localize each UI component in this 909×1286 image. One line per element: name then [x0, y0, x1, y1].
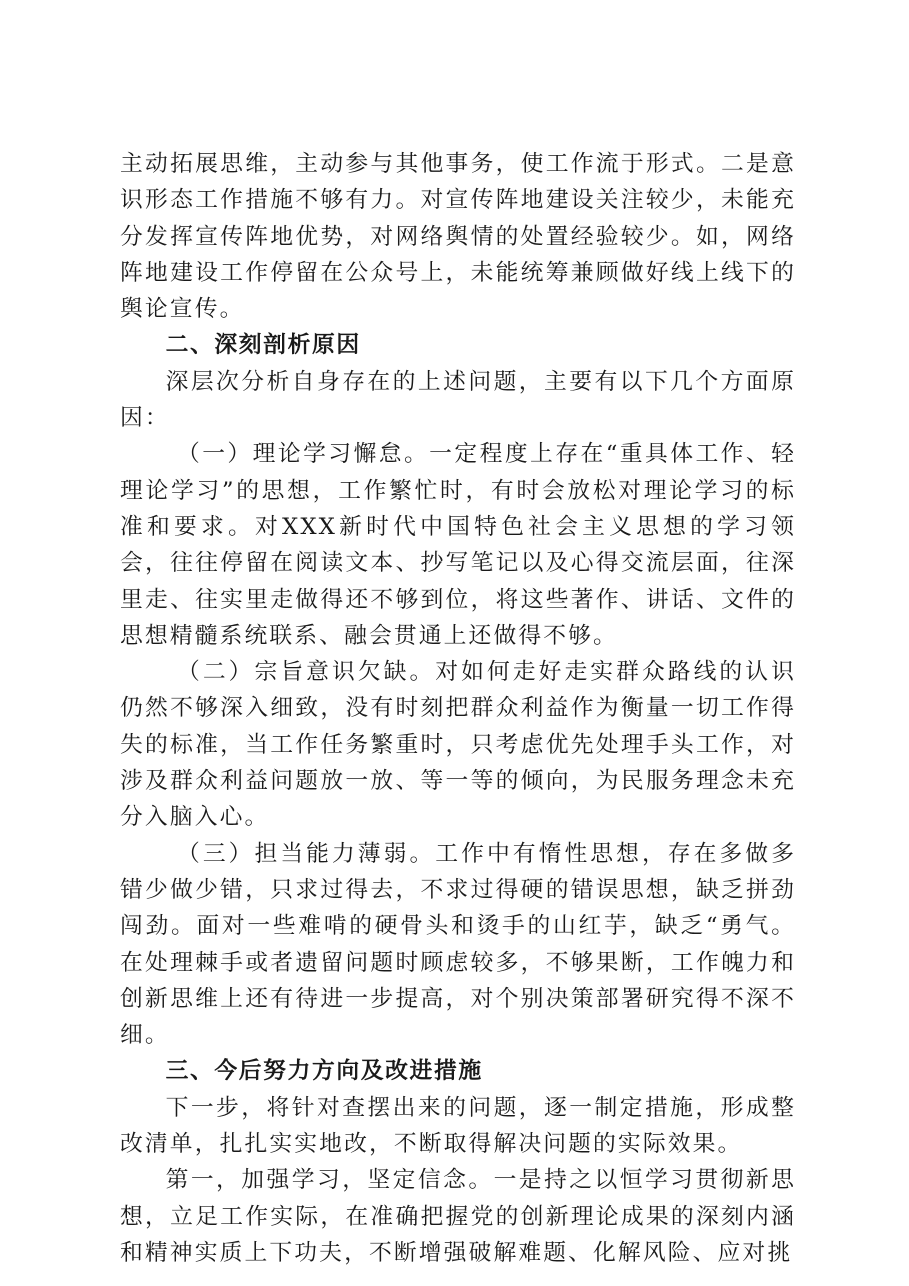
paragraph-continuation: 主动拓展思维，主动参与其他事务，使工作流于形式。二是意识形态工作措施不够有力。对宣传阵地建设关注较少，未能充分发挥宣传阵地优势，对网络舆情的处置经验较少。如，网络阵地建设工作停留在公众号上，未能统筹兼顾做好线上线下的舆论宣传。	[120, 151, 796, 323]
paragraph-cause-1: （一）理论学习懈怠。一定程度上存在“重具体工作、轻理论学习”的思想，工作繁忙时，有时会放松对理论学习的标准和要求。对XXX新时代中国特色社会主义思想的学习领会，往往停留在阅读文本、抄写笔记以及心得交流层面，往深里走、往实里走做得还不够到位，将这些著作、讲话、文件的思想精髓系统联系、融会贯通上还做得不够。	[120, 441, 796, 649]
paragraph-causes-intro: 深层次分析自身存在的上述问题，主要有以下几个方面原因：	[120, 368, 796, 432]
paragraph-measure-1: 第一，加强学习，坚定信念。一是持之以恒学习贯彻新思想，立足工作实际，在准确把握党的创新理论成果的深刻内涵和精神实质上下功夫，不断增强破解难题、化解风险、应对挑	[120, 1167, 796, 1266]
document-page	[120, 146, 796, 1271]
paragraph-measures-intro: 下一步，将针对查摆出来的问题，逐一制定措施，形成整改清单，扎扎实实地改，不断取得解决问题的实际效果。	[120, 1094, 796, 1158]
section-heading-measures: 三、今后努力方向及改进措施	[165, 1058, 483, 1085]
paragraph-cause-3: （三）担当能力薄弱。工作中有惰性思想，存在多做多错少做少错，只求过得去，不求过得硬的错误思想，缺乏拼劲闯劲。面对一些难啃的硬骨头和烫手的山红芋，缺乏“勇气。在处理棘手或者遗留问题时顾虑较多，不够果断，工作魄力和创新思维上还有待进一步提高，对个别决策部署研究得不深不细。	[120, 840, 796, 1049]
section-heading-causes: 二、深刻剖析原因	[165, 332, 361, 359]
paragraph-cause-2: （二）宗旨意识欠缺。对如何走好走实群众路线的认识仍然不够深入细致，没有时刻把群众利益作为衡量一切工作得失的标准，当工作任务繁重时，只考虑优先处理手头工作，对涉及群众利益问题放一放、等一等的倾向，为民服务理念未充分入脑入心。	[120, 659, 796, 831]
